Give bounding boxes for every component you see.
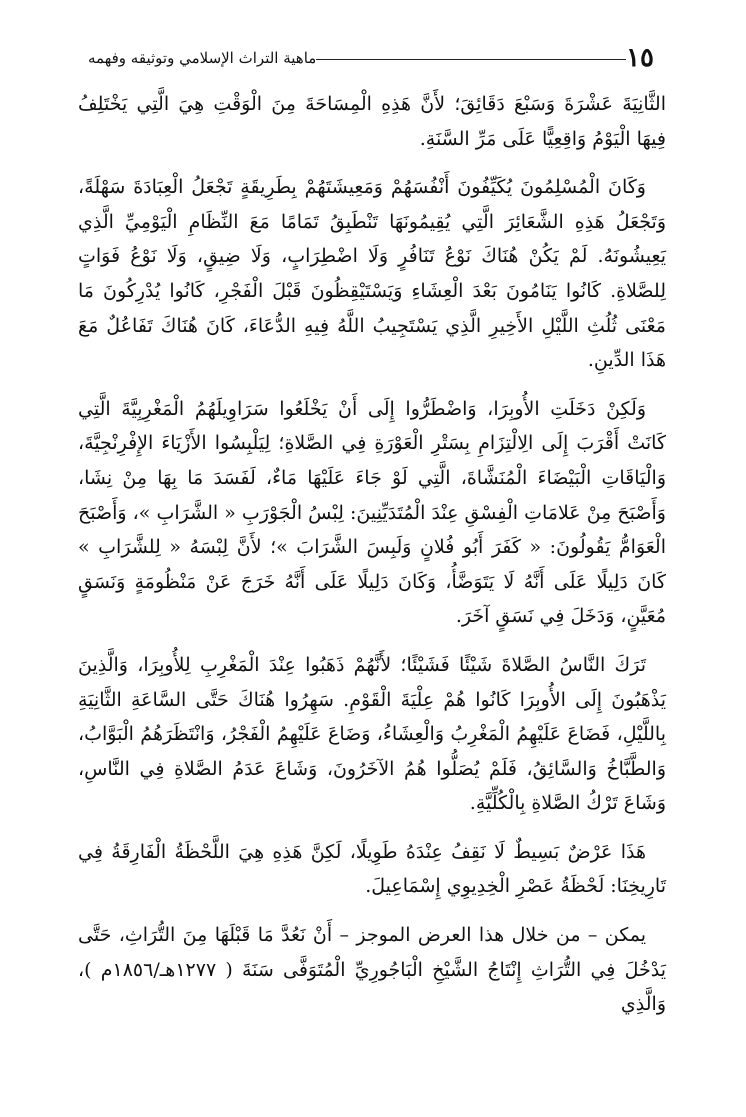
paragraph-6: يمكن – من خلال هذا العرض الموجز – أَنْ نَعُدَّ مَا قَبْلَهَا مِنَ التُّرَاثِ، حَتَّى يَدْخُلَ فِي التُّرَاثِ إِنْتَاجُ الشَّيْخِ الْبَاجُورِيِّ الْمُتَوَفَّى سَنَةَ ( ١٢٧٧هـ/١٨٥٦م )، وَالَّذِي <box>78 924 666 1016</box>
body-text <box>78 87 666 1022</box>
paragraph-4: تَرَكَ النَّاسُ الصَّلاةَ شَيْئًا فَشَيْئًا؛ لأَنَّهُمْ ذَهَبُوا عِنْدَ الْمَغْرِبِ لِلأُوبِرَا، وَالَّذِينَ يَذْهَبُونَ إِلَى الأُوبِرَا كَانُوا هُمْ عِلْيَةَ الْقَوْمِ. سَهِرُوا هُنَاكَ حَتَّى السَّاعَةِ الثَّانِيَةِ بِاللَّيْلِ، فَضَاعَ عَلَيْهِمُ الْمَغْرِبُ وَالْعِشَاءُ، وَضَاعَ عَلَيْهِمُ الْفَجْرُ، وَانْتَظَرَهُمُ الْبَوَّابُ، وَالطَّبَّاخُ وَالسَّائِقُ، فَلَمْ يُصَلُّوا هُمُ الآخَرُونَ، وَشَاعَ عَدَمُ الصَّلاةِ فِي النَّاسِ، وَشَاعَ تَرْكُ الصَّلاةِ بِالْكُلِّيَّةِ. <box>78 653 666 815</box>
paragraph-5: هَذَا عَرْضٌ بَسِيطٌ لَا نَقِفُ عِنْدَهُ طَوِيلًا، لَكِنَّ هَذِهِ هِيَ اللَّحْظَةُ الْفَارِقَةُ فِي تَارِيخِنَا: لَحْظَةُ عَصْرِ الْخِدِيوِي إِسْمَاعِيلَ. <box>78 840 666 898</box>
running-header <box>78 38 666 78</box>
header-rule <box>316 59 626 60</box>
page-number: ١٥ <box>626 43 654 73</box>
paragraph-1: الثَّانِيَةَ عَشْرَةَ وَسَبْعَ دَقَائِقَ؛ لأَنَّ هَذِهِ الْمِسَاحَةَ مِنَ الْوَقْتِ هِيَ الَّتِي يَخْتَلِفُ فِيهَا الْيَوْمُ وَاقِعِيًّا عَلَى مَرِّ السَّنَةِ. <box>78 93 666 150</box>
paragraph-3: وَلَكِنْ دَخَلَتِ الأُوبِرَا، وَاضْطَرُّوا إِلَى أَنْ يَخْلَعُوا سَرَاوِيلَهُمُ الْمَغْرِبِيَّةَ الَّتِي كَانَتْ أَقْرَبَ إِلَى الِالْتِزَامِ بِسَتْرِ الْعَوْرَةِ فِي الصَّلاةِ؛ لِيَلْبِسُوا الأَزْيَاءَ الإِفْرِنْجِيَّةَ، وَالْيَاقَاتِ الْبَيْضَاءَ الْمُنَشَّاةَ، الَّتِي لَوْ جَاءَ عَلَيْهَا مَاءٌ، لَفَسَدَ مَا بِهَا مِنْ نِشَا، وَأَصْبَحَ مِنْ عَلامَاتِ الْفِسْقِ عِنْدَ الْمُتَدَيِّنِينَ: لِبْسُ الْجَوْرَبِ « الشَّرَابِ »، وَأَصْبَحَ الْعَوَامُّ يَقُولُونَ: « كَفَرَ أَبُو فُلانٍ وَلَبِسَ الشَّرَابَ »؛ لأَنَّ لِبْسَهُ « لِلشَّرَابِ » كَانَ دَلِيلًا عَلَى أَنَّهُ لَا يَتَوَضَّأُ، وَكَانَ دَلِيلًا عَلَى أَنَّهُ خَرَجَ عَنْ مَنْظُومَةٍ وَنَسَقٍ مُعَيَّنٍ، وَدَخَلَ فِي نَسَقٍ آخَرَ. <box>78 397 666 628</box>
paragraph-2: وَكَانَ الْمُسْلِمُونَ يُكَيِّفُونَ أَنْفُسَهُمْ وَمَعِيشَتَهُمْ بِطَرِيقَةٍ تَجْعَلُ الْعِبَادَةَ سَهْلَةً، وَتَجْعَلُ هَذِهِ الشَّعَائِرَ الَّتِي يُقِيمُونَهَا تَنْطَبِقُ تَمَامًا مَعَ النِّظَامِ الْيَوْمِيِّ الَّذِي يَعِيشُونَهُ. لَمْ يَكُنْ هُنَاكَ نَوْعُ تَنَافُرٍ وَلَا اضْطِرَابٍ، وَلَا ضِيقٍ، وَلَا نَوْعُ فَوَاتٍ لِلصَّلاةِ. كَانُوا يَنَامُونَ بَعْدَ الْعِشَاءِ وَيَسْتَيْقِظُونَ قَبْلَ الْفَجْرِ، كَانُوا يُدْرِكُونَ مَا مَعْنَى ثُلُثِ اللَّيْلِ الأَخِيرِ الَّذِي يَسْتَجِيبُ اللَّهُ فِيهِ الدُّعَاءَ، كَانَ هُنَاكَ تَفَاعُلٌ مَعَ هَذَا الدِّينِ. <box>78 176 666 372</box>
running-title: ماهية التراث الإسلامي وتوثيقه وفهمه <box>88 49 317 67</box>
